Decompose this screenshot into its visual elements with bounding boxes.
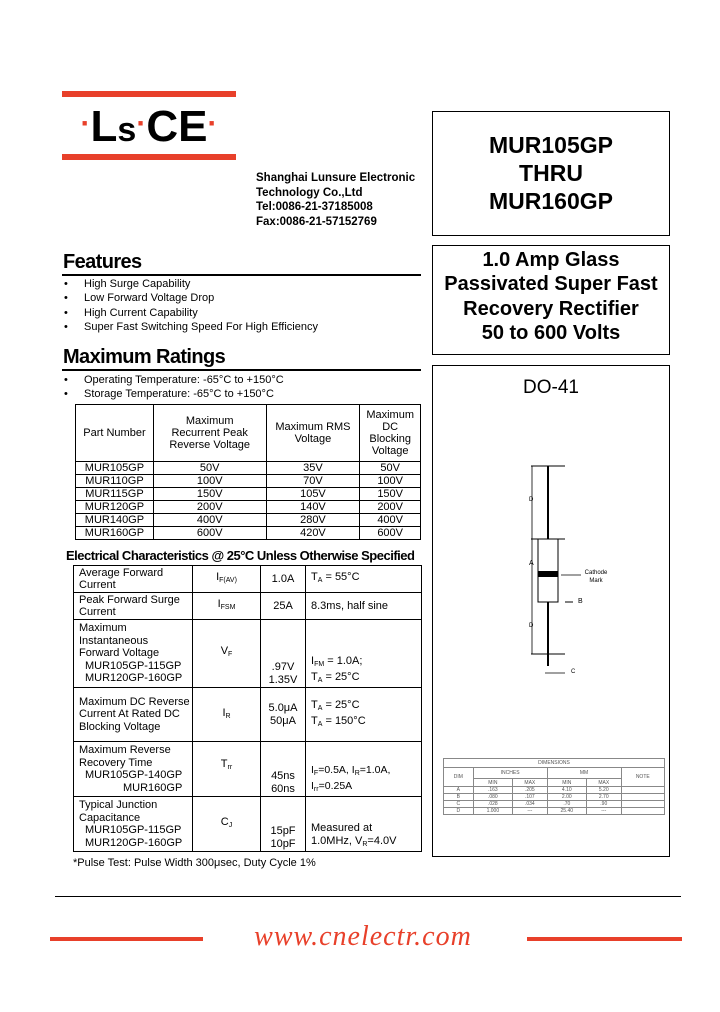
dimensions-header-note: NOTE bbox=[621, 768, 664, 787]
features-rule bbox=[62, 274, 421, 276]
dimensions-row: A .163 .205 4.10 5.20 bbox=[444, 787, 665, 794]
dimensions-group-mm: MM bbox=[547, 768, 621, 779]
description-line3: Recovery Rectifier bbox=[463, 298, 639, 320]
logo-top-bar bbox=[62, 91, 236, 97]
dimensions-title: DIMENSIONS bbox=[444, 759, 665, 768]
dimensions-row: C .028 .034 .70 .90 bbox=[444, 801, 665, 808]
table-row: Maximum Instantaneous Forward Voltage MUR105GP-115GP MUR120GP-160GP $V_F$ .97V 1.35V $I_{FM} = 1.0A$; $T_A = 25^\circ C$ bbox=[74, 620, 422, 688]
max-ratings-header: Maximum RMS Voltage bbox=[266, 405, 360, 462]
table-row: MUR160GP 600V 420V 600V bbox=[76, 527, 421, 540]
package-label-c: C bbox=[571, 669, 576, 675]
company-info bbox=[256, 171, 415, 229]
table-row: MUR110GP 100V 70V 100V bbox=[76, 475, 421, 488]
features-item: • High Surge Capability bbox=[64, 278, 191, 290]
part-title-line2: THRU bbox=[519, 160, 583, 186]
table-row: MUR105GP 50V 35V 50V bbox=[76, 462, 421, 475]
package-cathode-label: Cathode Mark bbox=[584, 570, 608, 584]
description-line4: 50 to 600 Volts bbox=[481, 322, 621, 344]
features-item: • Low Forward Voltage Drop bbox=[64, 292, 215, 304]
company-tel: Tel:0086-21-37185008 bbox=[256, 201, 373, 213]
max-ratings-heading: Maximum Ratings bbox=[63, 346, 226, 368]
table-row: Maximum DC Reverse Current At Rated DC Blocking Voltage $I_R$ 5.0μA 50μA $T_A = 25^\circ C$ $T_A = 150^\circ C$ bbox=[74, 688, 422, 742]
company-name-2: Technology Co.,Ltd bbox=[256, 186, 363, 199]
table-row: Average Forward Current $I_{F(AV)}$ 1.0A $T_A = 55^\circ C$ bbox=[74, 566, 422, 593]
dimensions-table bbox=[443, 758, 665, 815]
max-ratings-rule bbox=[62, 369, 421, 371]
company-name: Shanghai Lunsure Electronic bbox=[256, 172, 416, 184]
package-label-d-top: D bbox=[529, 497, 534, 503]
description-line1: 1.0 Amp Glass bbox=[482, 249, 620, 271]
table-row: Peak Forward Surge Current $I_{FSM}$ 25A 8.3ms, half sine bbox=[74, 593, 422, 620]
max-ratings-item: • Storage Temperature: -65°C to +150°C bbox=[64, 388, 274, 400]
electrical-heading: Electrical Characteristics @ 25°C Unless Otherwise Specified bbox=[66, 548, 415, 563]
max-ratings-header: Maximum Recurrent Peak Reverse Voltage bbox=[153, 405, 266, 462]
part-title-line1: MUR105GP bbox=[489, 132, 613, 158]
logo-bottom-bar bbox=[62, 154, 236, 160]
max-ratings-table bbox=[75, 404, 421, 540]
table-row: Typical Junction Capacitance MUR105GP-115GP MUR120GP-160GP $C_J$ 15pF 10pF Measured at 1.0MHz, $V_R=4.0V$ bbox=[74, 797, 422, 852]
footer-left-bar bbox=[50, 937, 203, 941]
table-row: Maximum Reverse Recovery Time MUR105GP-140GP MUR160GP $T_{rr}$ 45ns 60ns $I_F=0.5A$, $I_R=1.0A$, $I_{rr}=0.25A$ bbox=[74, 742, 422, 797]
max-ratings-header: Maximum DC Blocking Voltage bbox=[360, 405, 421, 462]
dimensions-row: D 1.000 --- 25.40 --- bbox=[444, 808, 665, 815]
table-row: MUR115GP 150V 105V 150V bbox=[76, 488, 421, 501]
package-label-a: A bbox=[529, 560, 534, 567]
dimensions-header-max-in: MAX bbox=[513, 779, 548, 787]
footer-divider bbox=[55, 896, 681, 897]
footer-right-bar bbox=[527, 937, 682, 941]
dimensions-row: B .080 .107 2.00 2.70 bbox=[444, 794, 665, 801]
footer-url[interactable]: www.cnelectr.com bbox=[254, 921, 472, 952]
electrical-table bbox=[73, 565, 422, 852]
dimensions-header-min-in: MIN bbox=[473, 779, 512, 787]
do41-outline-drawing bbox=[433, 451, 669, 691]
features-item: • Super Fast Switching Speed For High Efficiency bbox=[64, 321, 318, 333]
dimensions-group-inches: INCHES bbox=[473, 768, 547, 779]
max-ratings-header: Part Number bbox=[76, 405, 154, 462]
description-line2: Passivated Super Fast bbox=[444, 273, 658, 295]
table-row: MUR140GP 400V 280V 400V bbox=[76, 514, 421, 527]
package-label-b: B bbox=[578, 598, 583, 605]
features-heading: Features bbox=[63, 251, 142, 273]
dimensions-header-max-mm: MAX bbox=[587, 779, 622, 787]
company-logo: ·Ls·CE· bbox=[80, 102, 218, 151]
package-label-d-bottom: D bbox=[529, 623, 534, 629]
part-title-box bbox=[432, 111, 670, 236]
company-fax: Fax:0086-21-57152769 bbox=[256, 215, 377, 228]
package-name: DO-41 bbox=[523, 377, 579, 398]
dimensions-header-dim: DIM bbox=[444, 768, 474, 787]
features-item: • High Current Capability bbox=[64, 307, 198, 319]
package-box bbox=[432, 365, 670, 857]
pulse-test-note: *Pulse Test: Pulse Width 300μsec, Duty Cycle 1% bbox=[73, 857, 316, 869]
table-row: MUR120GP 200V 140V 200V bbox=[76, 501, 421, 514]
description-box bbox=[432, 245, 670, 355]
max-ratings-item: • Operating Temperature: -65°C to +150°C bbox=[64, 374, 284, 386]
dimensions-header-min-mm: MIN bbox=[547, 779, 586, 787]
part-title-line3: MUR160GP bbox=[489, 188, 613, 214]
